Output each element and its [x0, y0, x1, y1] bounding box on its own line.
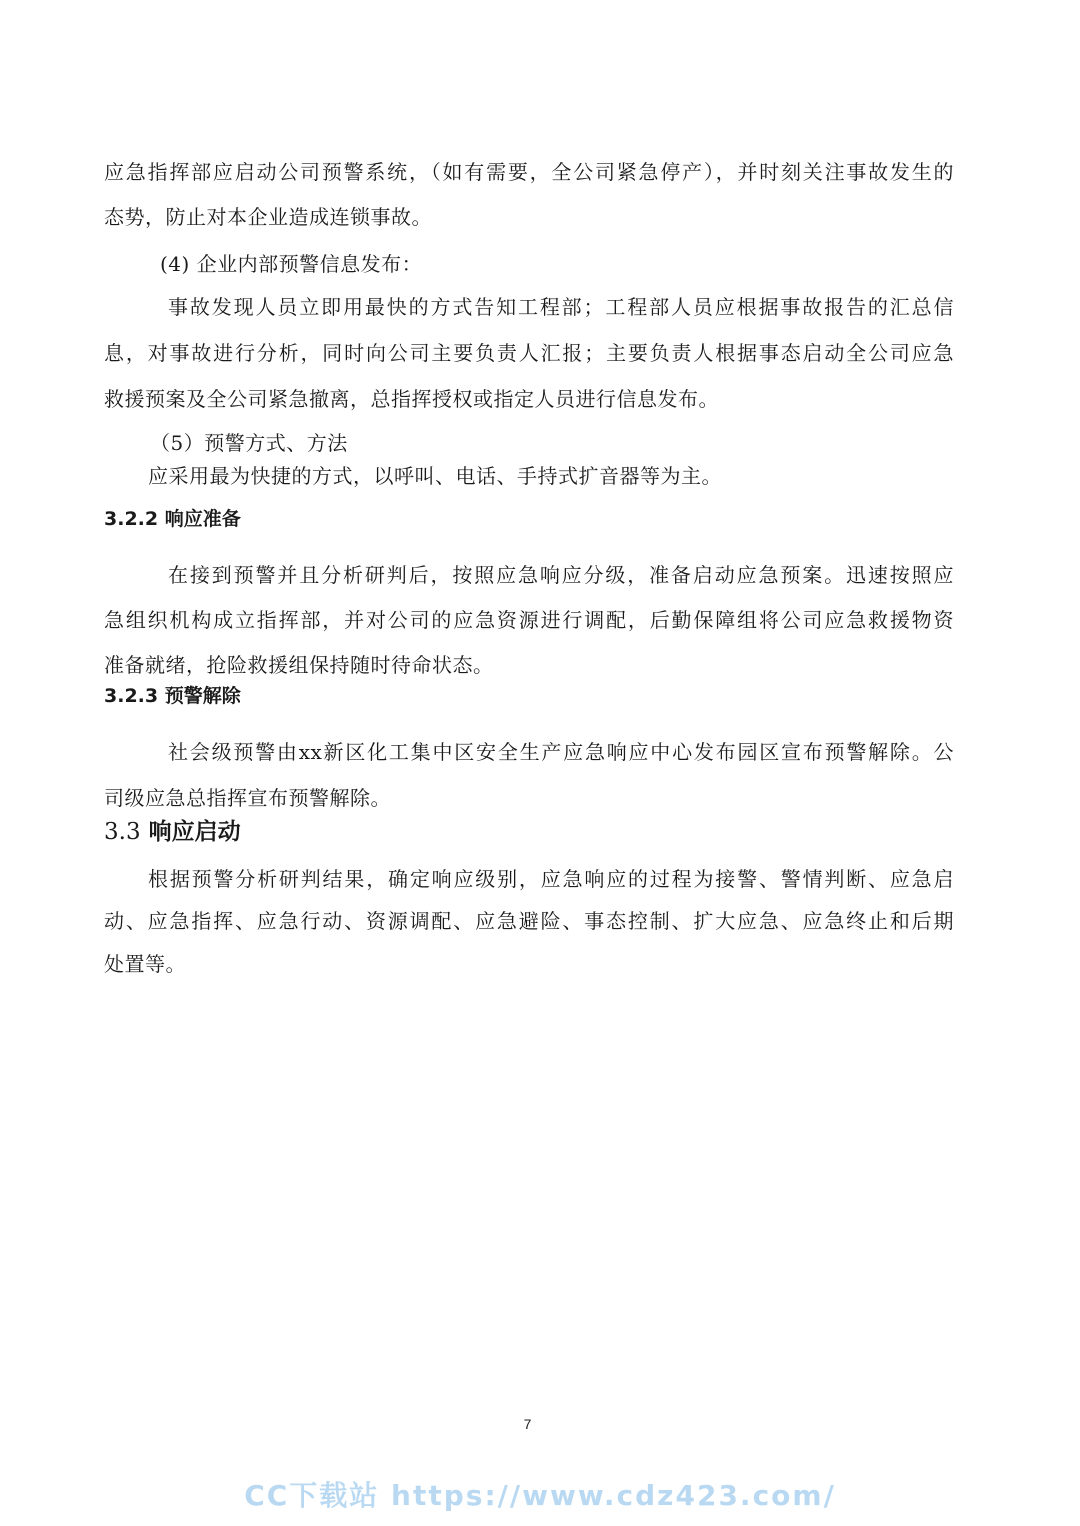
paragraph-line: 在接到预警并且分析研判后，按照应急响应分级，准备启动应急预案。迅速按照应: [168, 563, 954, 587]
section-number: 3.3: [104, 819, 141, 845]
section-title: 响应启动: [148, 819, 241, 845]
item-heading: （5）预警方式、方法: [150, 431, 348, 455]
section-heading: [104, 816, 241, 848]
paragraph-line: 事故发现人员立即用最快的方式告知工程部；工程部人员应根据事故报告的汇总信: [168, 295, 954, 319]
paragraph-line: 社会级预警由xx新区化工集中区安全生产应急响应中心发布园区宣布预警解除。公: [168, 740, 954, 764]
subsection-heading: 3.2.3 预警解除: [104, 685, 241, 707]
paragraph-line: 司级应急总指挥宣布预警解除。: [104, 786, 391, 810]
paragraph-line: 准备就绪，抢险救援组保持随时待命状态。: [104, 653, 494, 677]
paragraph-line: 根据预警分析研判结果，确定响应级别，应急响应的过程为接警、警情判断、应急启: [148, 867, 954, 891]
paragraph-line: 急组织机构成立指挥部，并对公司的应急资源进行调配，后勤保障组将公司应急救援物资: [104, 608, 954, 632]
paragraph-line: 救援预案及全公司紧急撤离，总指挥授权或指定人员进行信息发布。: [104, 387, 719, 411]
site-watermark: CC下载站 https://www.cdz423.com/: [244, 1479, 836, 1512]
paragraph-line: 应采用最为快捷的方式，以呼叫、电话、手持式扩音器等为主。: [148, 464, 722, 488]
paragraph-line: 动、应急指挥、应急行动、资源调配、应急避险、事态控制、扩大应急、应急终止和后期: [104, 909, 954, 933]
paragraph-line: 态势，防止对本企业造成连锁事故。: [104, 205, 432, 229]
item-heading: (4) 企业内部预警信息发布：: [160, 252, 423, 276]
paragraph-line: 息，对事故进行分析，同时向公司主要负责人汇报；主要负责人根据事态启动全公司应急: [104, 341, 954, 365]
paragraph-line: 处置等。: [104, 952, 186, 976]
subsection-heading: 3.2.2 响应准备: [104, 508, 241, 530]
page-number: 7: [523, 1416, 532, 1432]
paragraph-line: 应急指挥部应启动公司预警系统，（如有需要，全公司紧急停产），并时刻关注事故发生的: [104, 160, 954, 184]
